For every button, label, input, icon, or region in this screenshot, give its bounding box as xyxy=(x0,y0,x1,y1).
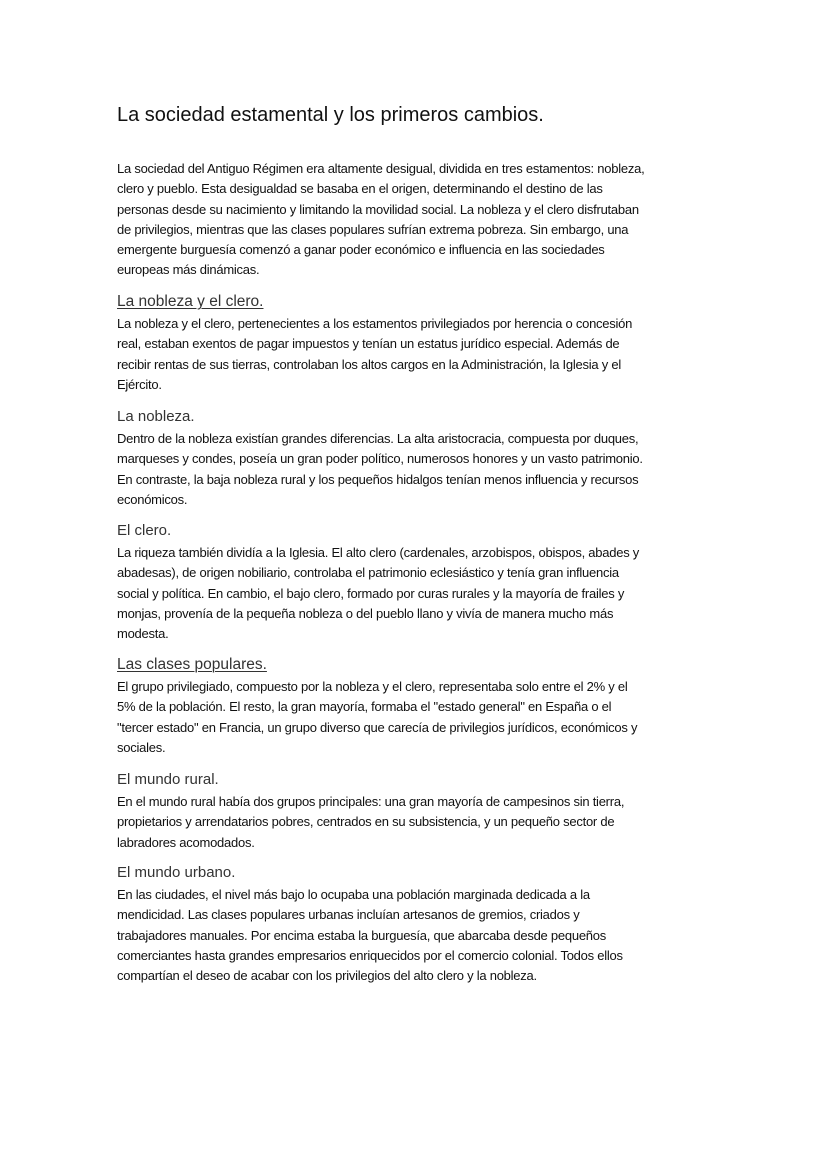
text-line: recibir rentas de sus tierras, controlaban los altos cargos en la Administración, la Iglesia y el xyxy=(117,356,621,372)
text-line: Ejército. xyxy=(117,376,162,392)
text-line: La nobleza y el clero, pertenecientes a los estamentos privilegiados por herencia o concesión xyxy=(117,316,633,331)
subsection-heading: La nobleza. xyxy=(117,408,195,425)
text-line: La sociedad del Antiguo Régimen era altamente desigual, dividida en tres estamentos: nobleza, xyxy=(117,161,645,176)
text-line: En el mundo rural había dos grupos principales: una gran mayoría de campesinos sin tierra, xyxy=(117,794,625,809)
text-line: monjas, provenía de la pequeña nobleza o del pueblo llano y vivía de manera mucho más xyxy=(117,605,614,621)
text-line: compartían el deseo de acabar con los privilegios del alto clero y la nobleza. xyxy=(117,968,537,984)
section-clases-populares xyxy=(117,655,637,758)
text-line: trabajadores manuales. Por encima estaba la burguesía, que abarcaba desde pequeños xyxy=(117,927,607,943)
text-line: europeas más dinámicas. xyxy=(117,262,260,278)
section-nobleza-clero xyxy=(117,292,632,395)
text-line: clero y pueblo. Esta desigualdad se basaba en el origen, determinando el destino de las xyxy=(117,181,603,197)
text-line: labradores acomodados. xyxy=(117,834,255,850)
section-clero xyxy=(117,521,639,644)
page-title: La sociedad estamental y los primeros cambios. xyxy=(117,104,544,126)
text-line: emergente burguesía comenzó a ganar poder económico e influencia en las sociedades xyxy=(117,242,605,258)
intro-paragraph xyxy=(117,159,644,281)
text-line: 5% de la población. El resto, la gran mayoría, formaba el "estado general" en España o el xyxy=(117,699,612,715)
text-line: modesta. xyxy=(117,626,169,642)
section-nobleza xyxy=(117,407,643,510)
section-heading: Las clases populares. xyxy=(117,656,267,673)
text-line: económicos. xyxy=(117,491,188,507)
text-line: personas desde su nacimiento y limitando la movilidad social. La nobleza y el clero disfrutaban xyxy=(117,201,639,217)
text-line: La riqueza también dividía a la Iglesia. El alto clero (cardenales, arzobispos, obispos, abades y xyxy=(117,545,640,560)
text-line: comerciantes hasta grandes empresarios enriquecidos por el comercio colonial. Todos ellos xyxy=(117,947,623,963)
text-line: En contraste, la baja nobleza rural y los pequeños hidalgos tenían menos influencia y recursos xyxy=(117,471,639,487)
text-line: propietarios y arrendatarios pobres, centrados en su subsistencia, y un pequeño sector de xyxy=(117,814,615,830)
section-heading: La nobleza y el clero. xyxy=(117,293,264,310)
section-mundo-urbano xyxy=(117,863,623,986)
text-line: abadesas), de origen nobiliario, controlaba el patrimonio eclesiástico y tenía gran influencia xyxy=(117,565,619,581)
text-line: marqueses y condes, poseía un gran poder político, numerosos honores y un vasto patrimonio. xyxy=(117,451,643,467)
text-line: social y política. En cambio, el bajo clero, formado por curas rurales y la mayoría de frailes y xyxy=(117,585,625,601)
text-line: mendicidad. Las clases populares urbanas incluían artesanos de gremios, criados y xyxy=(117,907,580,923)
text-line: En las ciudades, el nivel más bajo lo ocupaba una población marginada dedicada a la xyxy=(117,887,590,902)
text-line: sociales. xyxy=(117,739,166,755)
subsection-heading: El mundo urbano. xyxy=(117,864,236,881)
section-mundo-rural xyxy=(117,770,624,853)
text-line: El grupo privilegiado, compuesto por la nobleza y el clero, representaba solo entre el 2% y el xyxy=(117,679,628,694)
subsection-heading: El mundo rural. xyxy=(117,771,219,788)
text-line: Dentro de la nobleza existían grandes diferencias. La alta aristocracia, compuesta por duques, xyxy=(117,431,639,446)
text-line: de privilegios, mientras que las clases populares sufrían extrema pobreza. Sin embargo, una xyxy=(117,221,629,237)
subsection-heading: El clero. xyxy=(117,522,172,539)
text-line: real, estaban exentos de pagar impuestos y tenían un estatus jurídico especial. Además de xyxy=(117,336,620,352)
text-line: "tercer estado" en Francia, un grupo diverso que carecía de privilegios jurídicos, económicos y xyxy=(117,719,638,735)
